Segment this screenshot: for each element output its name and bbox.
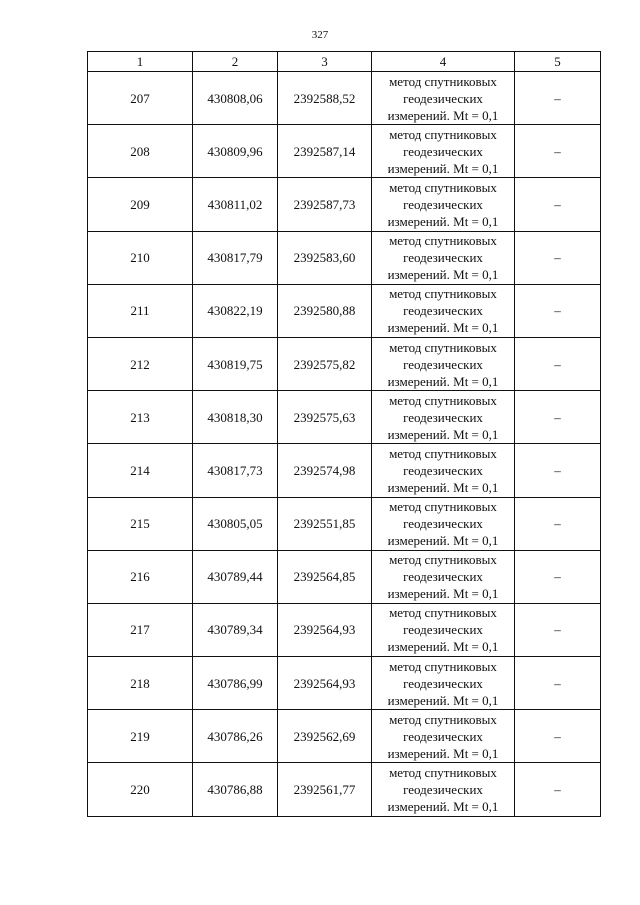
coordinate-y: 2392574,98 xyxy=(278,444,372,497)
coordinate-y: 2392564,93 xyxy=(278,657,372,710)
note-cell: – xyxy=(515,231,601,284)
point-number: 207 xyxy=(88,72,193,125)
method-description: метод спутниковых геодезических измерений. Mt = 0,1 xyxy=(372,72,515,125)
method-description: метод спутниковых геодезических измерений. Mt = 0,1 xyxy=(372,125,515,178)
method-description: метод спутниковых геодезических измерений. Mt = 0,1 xyxy=(372,710,515,763)
note-cell: – xyxy=(515,657,601,710)
table-row xyxy=(88,497,601,550)
coordinate-y: 2392564,93 xyxy=(278,603,372,656)
coordinate-x: 430809,96 xyxy=(193,125,278,178)
method-description: метод спутниковых геодезических измерений. Mt = 0,1 xyxy=(372,550,515,603)
table-body xyxy=(88,72,601,817)
point-number: 213 xyxy=(88,391,193,444)
coordinate-y: 2392561,77 xyxy=(278,763,372,816)
point-number: 211 xyxy=(88,284,193,337)
coordinate-y: 2392575,63 xyxy=(278,391,372,444)
table-header xyxy=(88,52,601,72)
table-row xyxy=(88,657,601,710)
coordinate-y: 2392587,14 xyxy=(278,125,372,178)
point-number: 209 xyxy=(88,178,193,231)
point-number: 212 xyxy=(88,337,193,390)
method-description: метод спутниковых геодезических измерений. Mt = 0,1 xyxy=(372,657,515,710)
header-col-5: 5 xyxy=(515,52,601,72)
method-description: метод спутниковых геодезических измерений. Mt = 0,1 xyxy=(372,231,515,284)
method-description: метод спутниковых геодезических измерений. Mt = 0,1 xyxy=(372,497,515,550)
coordinate-x: 430786,99 xyxy=(193,657,278,710)
coordinate-x: 430817,79 xyxy=(193,231,278,284)
table-row xyxy=(88,284,601,337)
table-row xyxy=(88,550,601,603)
coordinate-x: 430805,05 xyxy=(193,497,278,550)
note-cell: – xyxy=(515,603,601,656)
coordinate-x: 430786,26 xyxy=(193,710,278,763)
method-description: метод спутниковых геодезических измерений. Mt = 0,1 xyxy=(372,337,515,390)
table-row xyxy=(88,391,601,444)
point-number: 219 xyxy=(88,710,193,763)
method-description: метод спутниковых геодезических измерений. Mt = 0,1 xyxy=(372,603,515,656)
point-number: 216 xyxy=(88,550,193,603)
note-cell: – xyxy=(515,337,601,390)
point-number: 220 xyxy=(88,763,193,816)
coordinate-x: 430818,30 xyxy=(193,391,278,444)
coordinate-x: 430789,34 xyxy=(193,603,278,656)
note-cell: – xyxy=(515,763,601,816)
coordinate-y: 2392588,52 xyxy=(278,72,372,125)
method-description: метод спутниковых геодезических измерений. Mt = 0,1 xyxy=(372,284,515,337)
page-number: 327 xyxy=(311,29,329,41)
note-cell: – xyxy=(515,550,601,603)
coordinate-x: 430808,06 xyxy=(193,72,278,125)
header-col-4: 4 xyxy=(372,52,515,72)
method-description: метод спутниковых геодезических измерений. Mt = 0,1 xyxy=(372,444,515,497)
method-description: метод спутниковых геодезических измерений. Mt = 0,1 xyxy=(372,763,515,816)
coordinate-y: 2392583,60 xyxy=(278,231,372,284)
note-cell: – xyxy=(515,72,601,125)
coordinate-x: 430786,88 xyxy=(193,763,278,816)
coordinate-x: 430811,02 xyxy=(193,178,278,231)
table-row xyxy=(88,337,601,390)
point-number: 215 xyxy=(88,497,193,550)
table-row xyxy=(88,603,601,656)
coordinate-y: 2392562,69 xyxy=(278,710,372,763)
coordinates-table xyxy=(87,51,601,817)
note-cell: – xyxy=(515,497,601,550)
table-row xyxy=(88,178,601,231)
coordinate-x: 430822,19 xyxy=(193,284,278,337)
note-cell: – xyxy=(515,125,601,178)
coordinate-x: 430789,44 xyxy=(193,550,278,603)
method-description: метод спутниковых геодезических измерений. Mt = 0,1 xyxy=(372,391,515,444)
header-row xyxy=(88,52,601,72)
header-col-3: 3 xyxy=(278,52,372,72)
point-number: 208 xyxy=(88,125,193,178)
coordinate-y: 2392580,88 xyxy=(278,284,372,337)
table-row xyxy=(88,72,601,125)
coordinate-x: 430817,73 xyxy=(193,444,278,497)
coordinate-y: 2392551,85 xyxy=(278,497,372,550)
coordinate-y: 2392587,73 xyxy=(278,178,372,231)
note-cell: – xyxy=(515,284,601,337)
point-number: 210 xyxy=(88,231,193,284)
table-row xyxy=(88,763,601,816)
header-col-1: 1 xyxy=(88,52,193,72)
note-cell: – xyxy=(515,444,601,497)
point-number: 214 xyxy=(88,444,193,497)
table-row xyxy=(88,125,601,178)
coordinate-y: 2392564,85 xyxy=(278,550,372,603)
point-number: 217 xyxy=(88,603,193,656)
note-cell: – xyxy=(515,710,601,763)
table-row xyxy=(88,231,601,284)
coordinate-x: 430819,75 xyxy=(193,337,278,390)
coordinate-y: 2392575,82 xyxy=(278,337,372,390)
point-number: 218 xyxy=(88,657,193,710)
table-row xyxy=(88,444,601,497)
note-cell: – xyxy=(515,178,601,231)
method-description: метод спутниковых геодезических измерений. Mt = 0,1 xyxy=(372,178,515,231)
header-col-2: 2 xyxy=(193,52,278,72)
table-row xyxy=(88,710,601,763)
note-cell: – xyxy=(515,391,601,444)
